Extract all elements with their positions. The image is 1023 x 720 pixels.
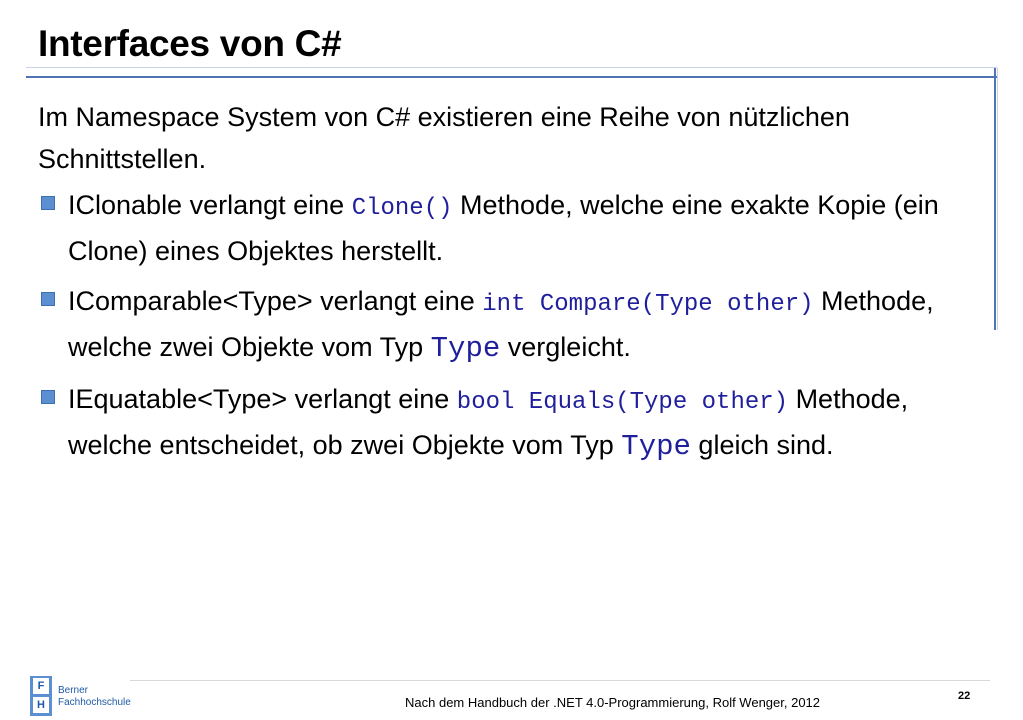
logo-bar bbox=[30, 676, 52, 716]
slide-title: Interfaces von C# bbox=[38, 23, 342, 64]
bullet-text: vergleicht. bbox=[500, 332, 631, 362]
bullet-text: Methode, welche eine exakte Kopie (ein Clone) eines Objektes herstellt. bbox=[68, 190, 939, 266]
code-type: Type bbox=[621, 430, 691, 463]
bullet-text: IComparable<Type> verlangt eine bbox=[68, 286, 483, 316]
logo-line-2: Fachhochschule bbox=[58, 697, 131, 708]
bullet-text: IClonable verlangt eine bbox=[68, 190, 352, 220]
side-rule-light bbox=[997, 68, 998, 330]
square-bullet-icon bbox=[41, 292, 55, 306]
bullet-text: gleich sind. bbox=[690, 430, 834, 460]
slide-body bbox=[38, 96, 983, 476]
school-logo bbox=[30, 676, 140, 716]
logo-line-1: Berner bbox=[58, 685, 89, 696]
code-snippet: bool Equals(Type other) bbox=[456, 389, 789, 416]
code-type: Type bbox=[430, 332, 501, 365]
logo-text bbox=[58, 685, 131, 709]
logo-letter-h: H bbox=[33, 697, 49, 713]
code-snippet: int Compare(Type other) bbox=[482, 291, 814, 318]
bullet-list bbox=[38, 184, 983, 468]
bullet-text: Methode, welche entscheidet, ob zwei Objekte vom Typ bbox=[68, 384, 909, 460]
code-snippet: Clone() bbox=[351, 195, 453, 222]
square-bullet-icon bbox=[41, 196, 55, 210]
header-rule bbox=[26, 76, 997, 78]
bullet-text: IEquatable<Type> verlangt eine bbox=[68, 384, 457, 414]
footer-source: Nach dem Handbuch der .NET 4.0-Programmierung, Rolf Wenger, 2012 bbox=[405, 695, 821, 710]
bullet-item-icomparable bbox=[38, 280, 983, 370]
square-bullet-icon bbox=[41, 390, 55, 404]
footer-rule bbox=[130, 680, 990, 681]
logo-letter-f: F bbox=[33, 678, 49, 694]
header-rule-light bbox=[26, 67, 997, 68]
side-rule bbox=[994, 68, 996, 330]
intro-text: Im Namespace System von C# existieren eine Reihe von nützlichen Schnittstellen. bbox=[38, 102, 850, 174]
bullet-text: Methode, welche zwei Objekte vom Typ bbox=[68, 286, 934, 362]
page-number: 22 bbox=[958, 690, 971, 702]
bullet-item-iclonable bbox=[38, 184, 983, 272]
bullet-item-iequatable bbox=[38, 378, 983, 468]
